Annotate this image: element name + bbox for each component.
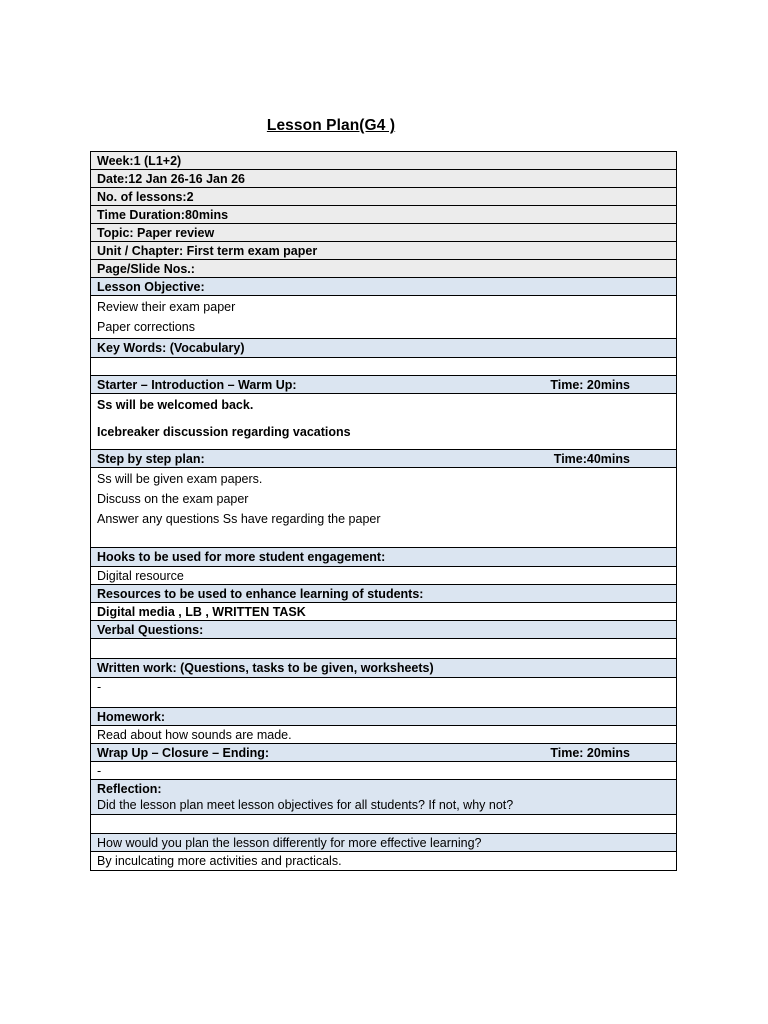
reflection-question-1: Did the lesson plan meet lesson objectives for all students? If not, why not? [97, 798, 514, 812]
date-label: Date:12 Jan 26-16 Jan 26 [97, 171, 246, 186]
unit-row [91, 242, 676, 260]
pages-row [91, 260, 676, 278]
hooks-heading-row [91, 548, 676, 567]
steps-line: Answer any questions Ss have regarding the paper [97, 512, 381, 526]
verbal-heading-row [91, 621, 676, 639]
resources-value: Digital media , LB , WRITTEN TASK [97, 604, 306, 619]
reflection-answer-2: By inculcating more activities and practicals. [97, 854, 342, 868]
lesson-plan-table [90, 151, 677, 871]
written-value: - [97, 680, 102, 694]
steps-heading: Step by step plan: [97, 451, 205, 466]
resources-heading-row [91, 585, 676, 603]
starter-heading-row [91, 376, 676, 394]
reflection-question-2-row [91, 834, 676, 852]
reflection-question-2: How would you plan the lesson differently for more effective learning? [97, 835, 482, 850]
starter-line: Icebreaker discussion regarding vacations [97, 425, 351, 439]
homework-heading: Homework: [97, 709, 166, 724]
topic-row [91, 224, 676, 242]
starter-line: Ss will be welcomed back. [97, 398, 254, 412]
objective-line: Review their exam paper [97, 300, 236, 314]
steps-heading-row [91, 450, 676, 468]
week-label: Week:1 (L1+2) [97, 153, 182, 168]
starter-time: Time: 20mins [550, 377, 630, 392]
written-heading-row [91, 659, 676, 678]
keywords-heading-row [91, 339, 676, 358]
verbal-body [91, 639, 676, 659]
hooks-value: Digital resource [97, 568, 184, 583]
homework-value: Read about how sounds are made. [97, 727, 292, 742]
wrapup-time: Time: 20mins [550, 745, 630, 760]
homework-heading-row [91, 708, 676, 726]
verbal-heading: Verbal Questions: [97, 622, 204, 637]
pages-label: Page/Slide Nos.: [97, 261, 195, 276]
resources-body [91, 603, 676, 621]
starter-body [91, 394, 676, 450]
objective-line: Paper corrections [97, 320, 195, 334]
steps-line: Discuss on the exam paper [97, 492, 249, 506]
hooks-heading: Hooks to be used for more student engagement: [97, 550, 386, 564]
wrapup-heading: Wrap Up – Closure – Ending: [97, 745, 270, 760]
resources-heading: Resources to be used to enhance learning of students: [97, 586, 424, 601]
written-heading: Written work: (Questions, tasks to be given, worksheets) [97, 661, 434, 675]
keywords-heading: Key Words: (Vocabulary) [97, 341, 245, 355]
unit-label: Unit / Chapter: First term exam paper [97, 243, 318, 258]
keywords-body [91, 358, 676, 376]
objective-body [91, 296, 676, 339]
written-body [91, 678, 676, 708]
homework-body [91, 726, 676, 744]
starter-heading: Starter – Introduction – Warm Up: [97, 377, 297, 392]
steps-time: Time:40mins [553, 451, 630, 466]
steps-body [91, 468, 676, 548]
duration-row [91, 206, 676, 224]
hooks-body [91, 567, 676, 585]
week-row [91, 152, 676, 170]
page-title: Lesson Plan(G4 ) [266, 117, 396, 134]
reflection-answer-2-row [91, 852, 676, 870]
reflection-block [91, 780, 676, 815]
lessons-label: No. of lessons:2 [97, 189, 194, 204]
lessons-row [91, 188, 676, 206]
date-row [91, 170, 676, 188]
reflection-answer-1 [91, 815, 676, 834]
wrapup-body [91, 762, 676, 780]
objective-heading: Lesson Objective: [97, 279, 205, 294]
topic-label: Topic: Paper review [97, 225, 215, 240]
objective-heading-row [91, 278, 676, 296]
duration-label: Time Duration:80mins [97, 207, 229, 222]
wrapup-heading-row [91, 744, 676, 762]
steps-line: Ss will be given exam papers. [97, 472, 263, 486]
reflection-heading: Reflection: [97, 782, 162, 796]
wrapup-value: - [97, 763, 102, 778]
